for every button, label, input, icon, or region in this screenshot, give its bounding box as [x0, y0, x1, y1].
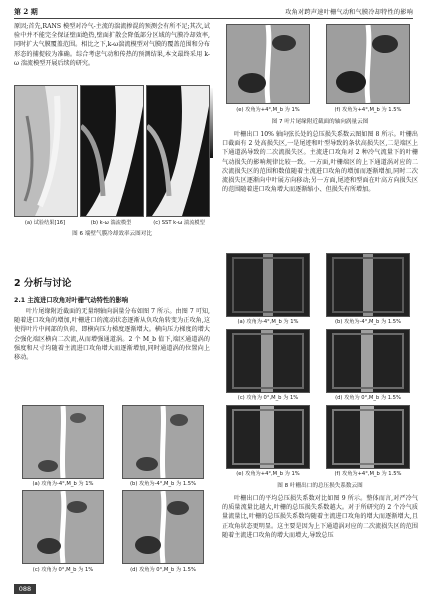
fig8-subcaption-d: (d) 攻角为 0°,M_b 为 1.5%: [335, 395, 401, 401]
page-number: 088: [14, 584, 36, 594]
fig7-panel-b: [122, 405, 204, 479]
fig7-subcaption-c: (c) 攻角为 0°,M_b 为 1%: [32, 567, 94, 573]
fig8-subcaption-c: (c) 攻角为 0°,M_b 为 1%: [237, 395, 299, 401]
fig8-panel-d: [326, 329, 410, 393]
fig6-panel-c: [146, 85, 210, 217]
fig6-panel-b: [80, 85, 144, 217]
fig7-panel-f: [326, 24, 410, 104]
fig7-panel-d: [122, 490, 204, 564]
fig8-caption: 图 8 叶栅出口的总压损失系数云图: [277, 483, 363, 489]
fig7-subcaption-d: (d) 攻角为 0°,M_b 为 1.5%: [130, 567, 196, 573]
right-column-para3: [222, 130, 418, 194]
issue-label: 第 2 期: [14, 7, 38, 16]
fig8-subcaption-b: (b) 攻角为-4°,M_b 为 1.5%: [335, 319, 401, 325]
fig6-subcaption-c: (c) SST k-ω 湍流模型: [153, 220, 205, 226]
paragraph: 叶栅出口 10% 轴向弦长处的总压损失系数云图如图 8 所示。叶栅出口截面有 2 处高损失区,一是尾迹和叶型导致的条状高损失区,二是端区上下通道涡导致的二次流损失区。主流进口攻角对 2 种冷气流量下的叶栅气动损失的影响规律比较一致。一方面,叶栅端区的上下通道涡对应的二次流损失区的范围和数值随着主流进口攻角的增加而逐渐增加,同时二次流损失区逐渐向中叶展方向移动;另一方面,尾迹和型面在叶高方向损失区的范围随着进口攻角增大而逐渐缩小、但损失有所增加。: [222, 131, 418, 194]
fig8-panel-f: [326, 405, 410, 469]
fig8-panel-b: [326, 253, 410, 317]
fig8-subcaption-a: (a) 攻角为-4°,M_b 为 1%: [237, 319, 299, 325]
section-heading: 2 分析与讨论: [14, 278, 72, 289]
fig6-subcaption-a: (a) 试验结果[16]: [24, 220, 66, 226]
fig7-panel-a: [22, 405, 104, 479]
fig8-panel-e: [226, 405, 310, 469]
fig7-panel-e: [226, 24, 310, 104]
right-column-para4: [222, 494, 418, 540]
subsection-heading: 2.1 主流进口攻角对叶栅气动特性的影响: [14, 297, 129, 304]
fig7-subcaption-b: (b) 攻角为-4°,M_b 为 1.5%: [130, 481, 196, 487]
fig8-panel-a: [226, 253, 310, 317]
paragraph: 原因;首先,RANS 模型对冷气-主流的湍流掺混的预测会有所不足;其次,试验中并不能完全保证壁面绝热,壁面扩散会降低部分区域的气膜冷却效率,同时扩大气膜覆盖范围。相比之下,k-ω湍流模型对气膜的覆盖范围和分布形态的捕捉较为准确。综合考虑气动和传热的预测结果,本文最终采用 k-ω 湍流模型开展后续的研究。: [14, 23, 210, 67]
running-title: 攻角对跨声速叶栅气动和气膜冷却特性的影响: [285, 9, 413, 16]
fig6-panel-a: [14, 85, 78, 217]
fig7-subcaption-f: (f) 攻角为+4°,M_b 为 1.5%: [334, 107, 402, 113]
left-column: [14, 22, 210, 68]
paragraph: 叶片尾缘附近截面的无量纲轴向涡量分布如图 7 所示。由图 7 可知,随着进口攻角的增加,叶栅进口的流动状态逐渐从负攻角转变为正攻角,这使得叶片中间部的负荷、即横向压力梯度逐渐增大。横向压力梯度的增大会强化端区横向二次流,从而增强通道涡。2 个 M_b 值下,端区通道涡的强度和尺寸均随着主流进口攻角增大而逐渐增加,同时通道涡的位置向上移动。: [14, 308, 210, 362]
fig6-caption: 图 6 端壁气膜冷却效率云图对比: [72, 231, 152, 237]
fig6-colorbar: [210, 88, 213, 158]
paragraph: 叶栅出口的平均总压损失系数对比如图 9 所示。整体而言,对严冷气的质量流量比越大,叶栅的总压损失系数越大。对于所研究的 2 个冷气质量流量比,叶栅的总压损失系数均随着主流进口攻角的增大而逐渐增大,且正攻角状态更明显。这主要是因为上下通道涡对应的二次流损失区的范围随着主流进口攻角的增大而增大,导致总压: [222, 495, 418, 539]
header-rule: [14, 18, 413, 19]
fig8-subcaption-f: (f) 攻角为+4°,M_b 为 1.5%: [334, 471, 402, 477]
fig8-panel-c: [226, 329, 310, 393]
fig6-subcaption-b: (b) k-ω 湍流模型: [90, 220, 132, 226]
fig7-subcaption-a: (a) 攻角为-4°,M_b 为 1%: [32, 481, 94, 487]
left-column-para2: [14, 307, 210, 362]
fig7-panel-c: [22, 490, 104, 564]
fig8-subcaption-e: (e) 攻角为+4°,M_b 为 1%: [236, 471, 300, 477]
fig7-caption: 图 7 叶片尾缘附近截面的轴向涡量云图: [271, 119, 369, 125]
fig7-subcaption-e: (e) 攻角为+4°,M_b 为 1%: [236, 107, 300, 113]
